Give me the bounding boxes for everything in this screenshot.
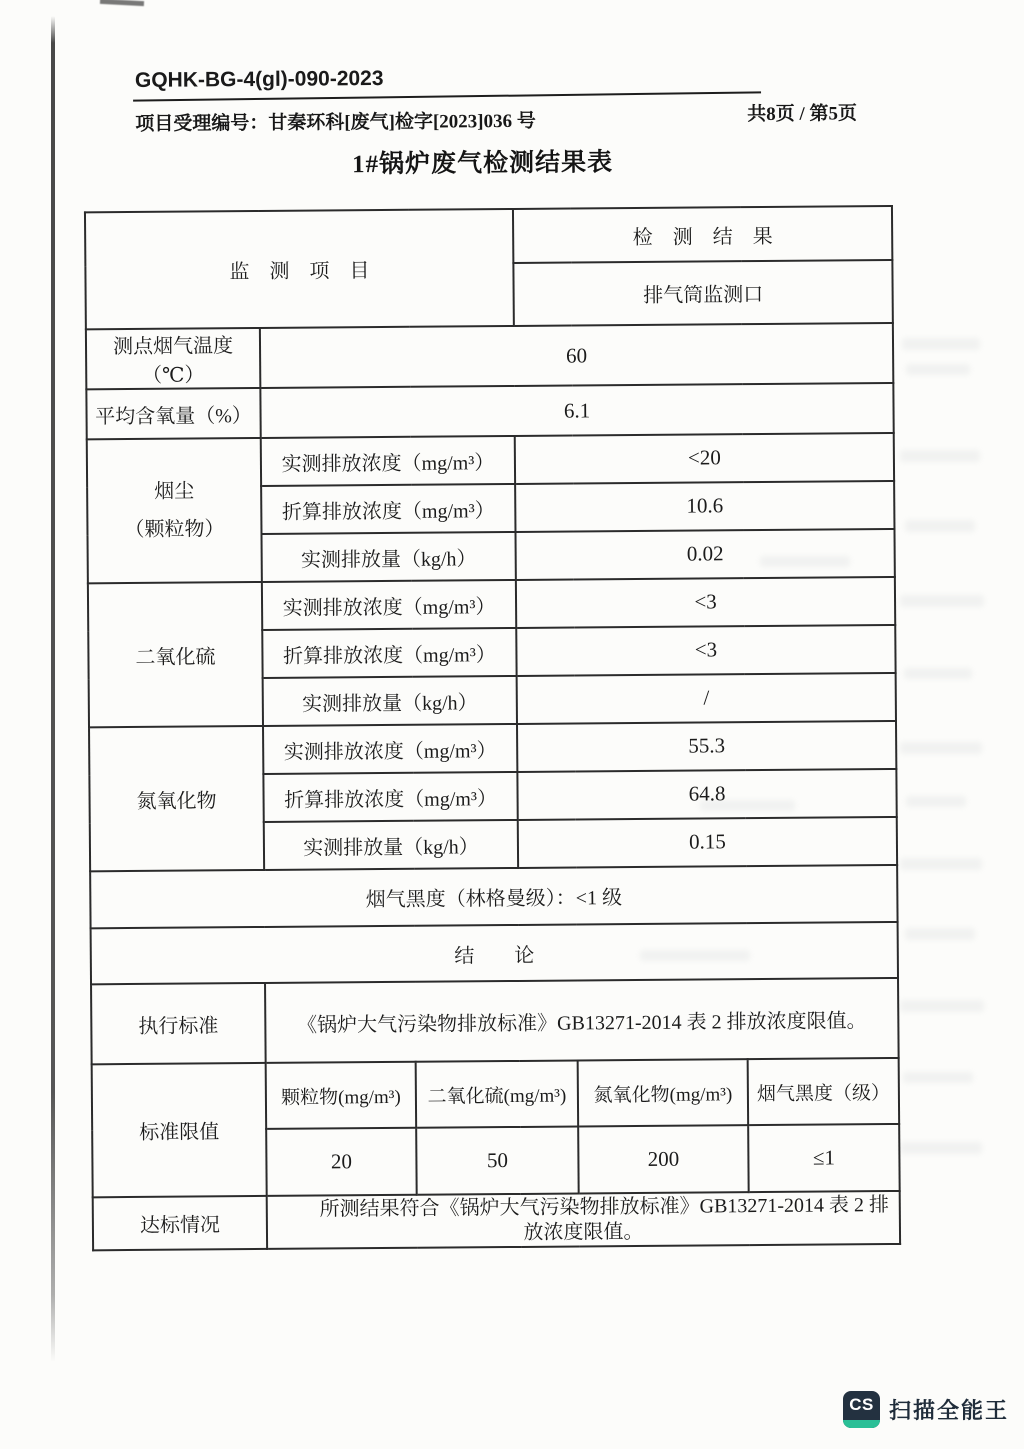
blackness-row-cell: 烟气黑度（林格曼级）：<1 级 bbox=[90, 865, 897, 928]
page-indicator: 共8页 / 第5页 bbox=[747, 103, 858, 126]
limits-label-cell: 标准限值 bbox=[92, 1063, 267, 1197]
dust-emission-rate-value: 0.02 bbox=[516, 529, 895, 580]
so2-converted-conc-value: <3 bbox=[516, 625, 895, 676]
result-header-cell: 检 测 结 果 bbox=[513, 206, 892, 263]
dust-group-name: 烟尘 bbox=[154, 480, 195, 503]
standard-label-cell: 执行标准 bbox=[91, 983, 266, 1064]
so2-converted-conc-label: 折算排放浓度（mg/m³） bbox=[262, 628, 516, 678]
limits-value-nox: 200 bbox=[578, 1125, 749, 1193]
header-rule bbox=[133, 91, 761, 101]
limits-col-blackness: 烟气黑度（级） bbox=[748, 1058, 900, 1125]
so2-emission-rate-label: 实测排放量（kg/h） bbox=[263, 676, 517, 726]
outlet-header-cell: 排气筒监测口 bbox=[513, 260, 892, 326]
so2-group-name: 二氧化硫 bbox=[135, 645, 216, 669]
dust-converted-conc-value: 10.6 bbox=[515, 481, 894, 532]
camscanner-icon-text: CS bbox=[849, 1395, 874, 1414]
document-number: GQHK-BG-4(gl)-090-2023 bbox=[134, 66, 384, 92]
oxygen-value-cell: 6.1 bbox=[260, 383, 893, 438]
compliance-label-cell: 达标情况 bbox=[93, 1196, 267, 1250]
dust-measured-conc-value: <20 bbox=[515, 433, 894, 484]
camscanner-watermark bbox=[843, 1391, 1009, 1428]
dust-converted-conc-label: 折算排放浓度（mg/m³） bbox=[261, 484, 515, 534]
limits-value-dust: 20 bbox=[266, 1128, 417, 1196]
nox-converted-conc-label: 折算排放浓度（mg/m³） bbox=[263, 772, 517, 822]
results-table bbox=[84, 205, 901, 1251]
conclusion-header-cell: 结 论 bbox=[91, 922, 898, 984]
nox-emission-rate-value: 0.15 bbox=[518, 817, 897, 868]
monitoring-item-header-cell: 监 测 项 目 bbox=[85, 209, 514, 329]
oxygen-label-cell: 平均含氧量（%） bbox=[86, 388, 260, 439]
nox-group-cell bbox=[89, 726, 264, 871]
dust-emission-rate-label: 实测排放量（kg/h） bbox=[261, 532, 515, 582]
page-title: 1#锅炉废气检测结果表 bbox=[351, 149, 614, 179]
compliance-content-cell: 所测结果符合《锅炉大气污染物排放标准》GB13271-2014 表 2 排放浓度限值。 bbox=[267, 1191, 900, 1249]
camscanner-icon-accent-bar bbox=[843, 1420, 880, 1428]
limits-value-so2: 50 bbox=[416, 1126, 579, 1194]
so2-emission-rate-value: / bbox=[517, 673, 896, 724]
limits-col-nox: 氮氧化物(mg/m³) bbox=[578, 1059, 749, 1126]
nox-measured-conc-label: 实测排放浓度（mg/m³） bbox=[263, 724, 517, 774]
limits-col-dust: 颗粒物(mg/m³) bbox=[266, 1062, 417, 1129]
camscanner-icon bbox=[843, 1391, 880, 1428]
so2-group-cell bbox=[88, 582, 263, 727]
nox-measured-conc-value: 55.3 bbox=[517, 721, 896, 772]
dust-group-cell bbox=[87, 438, 262, 583]
dust-measured-conc-label: 实测排放浓度（mg/m³） bbox=[261, 436, 515, 486]
acceptance-number: 项目受理编号：甘秦环科[废气]检字[2023]036 号 bbox=[135, 110, 536, 135]
nox-converted-conc-value: 64.8 bbox=[517, 769, 896, 820]
limits-value-blackness: ≤1 bbox=[748, 1124, 900, 1192]
so2-measured-conc-value: <3 bbox=[516, 577, 895, 628]
temp-label-cell: 测点烟气温度（℃） bbox=[86, 328, 260, 389]
temp-value-cell: 60 bbox=[260, 323, 893, 388]
limits-col-so2: 二氧化硫(mg/m³) bbox=[416, 1060, 579, 1127]
dust-group-name-2: （颗粒物） bbox=[124, 518, 225, 542]
camscanner-label: 扫描全能王 bbox=[889, 1398, 1010, 1423]
standard-content-cell: 《锅炉大气污染物排放标准》GB13271-2014 表 2 排放浓度限值。 bbox=[265, 978, 899, 1063]
so2-measured-conc-label: 实测排放浓度（mg/m³） bbox=[262, 580, 516, 630]
nox-emission-rate-label: 实测排放量（kg/h） bbox=[264, 820, 518, 870]
nox-group-name: 氮氧化物 bbox=[136, 789, 217, 813]
